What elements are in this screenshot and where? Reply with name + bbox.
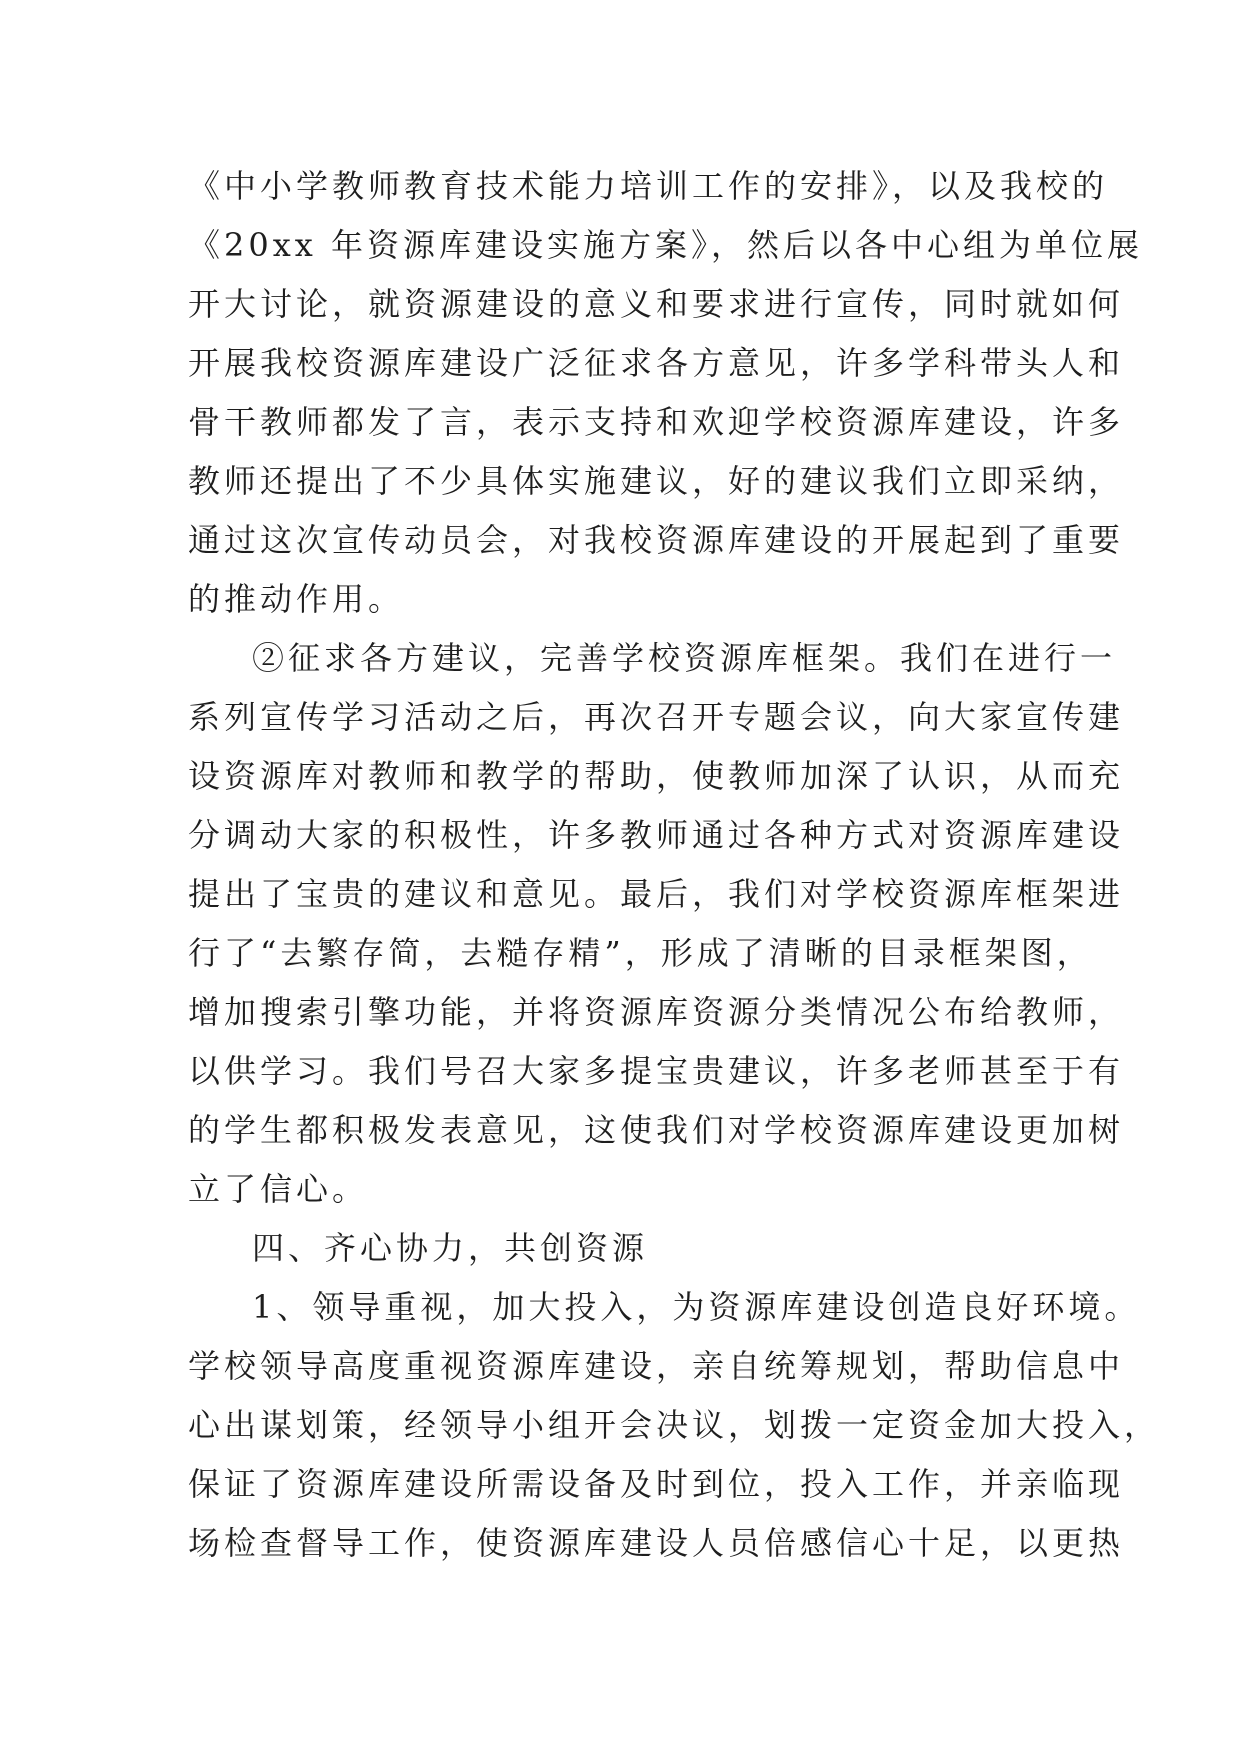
paragraph-start-line: ②征求各方建议，完善学校资源库框架。我们在进行一 (252, 639, 1117, 677)
text-line: 的学生都积极发表意见，这使我们对学校资源库建设更加树 (188, 1111, 1125, 1149)
document-body (188, 157, 1161, 1573)
text-line: 学校领导高度重视资源库建设，亲自统筹规划，帮助信息中 (188, 1347, 1125, 1385)
text-line: 通过这次宣传动员会，对我校资源库建设的开展起到了重要 (188, 521, 1125, 559)
text-line: 分调动大家的积极性，许多教师通过各种方式对资源库建设 (188, 816, 1125, 854)
section-heading: 四、齐心协力，共创资源 (252, 1229, 649, 1267)
text-line: 《20xx 年资源库建设实施方案》，然后以各中心组为单位展 (188, 226, 1143, 264)
text-line: 的推动作用。 (188, 580, 405, 618)
text-line: 行了“去繁存简，去糙存精”，形成了清晰的目录框架图， (188, 934, 1093, 972)
text-line: 开展我校资源库建设广泛征求各方意见，许多学科带头人和 (188, 344, 1125, 382)
text-line: 《中小学教师教育技术能力培训工作的安排》，以及我校的 (188, 167, 1109, 205)
text-line: 保证了资源库建设所需设备及时到位，投入工作，并亲临现 (188, 1465, 1125, 1503)
text-line: 开大讨论，就资源建设的意义和要求进行宣传，同时就如何 (188, 285, 1125, 323)
text-line: 增加搜索引擎功能，并将资源库资源分类情况公布给教师， (188, 993, 1125, 1031)
text-line: 场检查督导工作，使资源库建设人员倍感信心十足，以更热 (188, 1524, 1125, 1562)
paragraph-start-line: 1、领导重视，加大投入，为资源库建设创造良好环境。 (252, 1288, 1141, 1326)
text-line: 提出了宝贵的建议和意见。最后，我们对学校资源库框架进 (188, 875, 1125, 913)
text-line: 骨干教师都发了言，表示支持和欢迎学校资源库建设，许多 (188, 403, 1125, 441)
text-line: 设资源库对教师和教学的帮助，使教师加深了认识，从而充 (188, 757, 1125, 795)
text-line: 立了信心。 (188, 1170, 369, 1208)
text-line: 系列宣传学习活动之后，再次召开专题会议，向大家宣传建 (188, 698, 1125, 736)
text-line: 心出谋划策，经领导小组开会决议，划拨一定资金加大投入， (188, 1406, 1161, 1444)
text-line: 教师还提出了不少具体实施建议，好的建议我们立即采纳， (188, 462, 1125, 500)
text-line: 以供学习。我们号召大家多提宝贵建议，许多老师甚至于有 (188, 1052, 1125, 1090)
